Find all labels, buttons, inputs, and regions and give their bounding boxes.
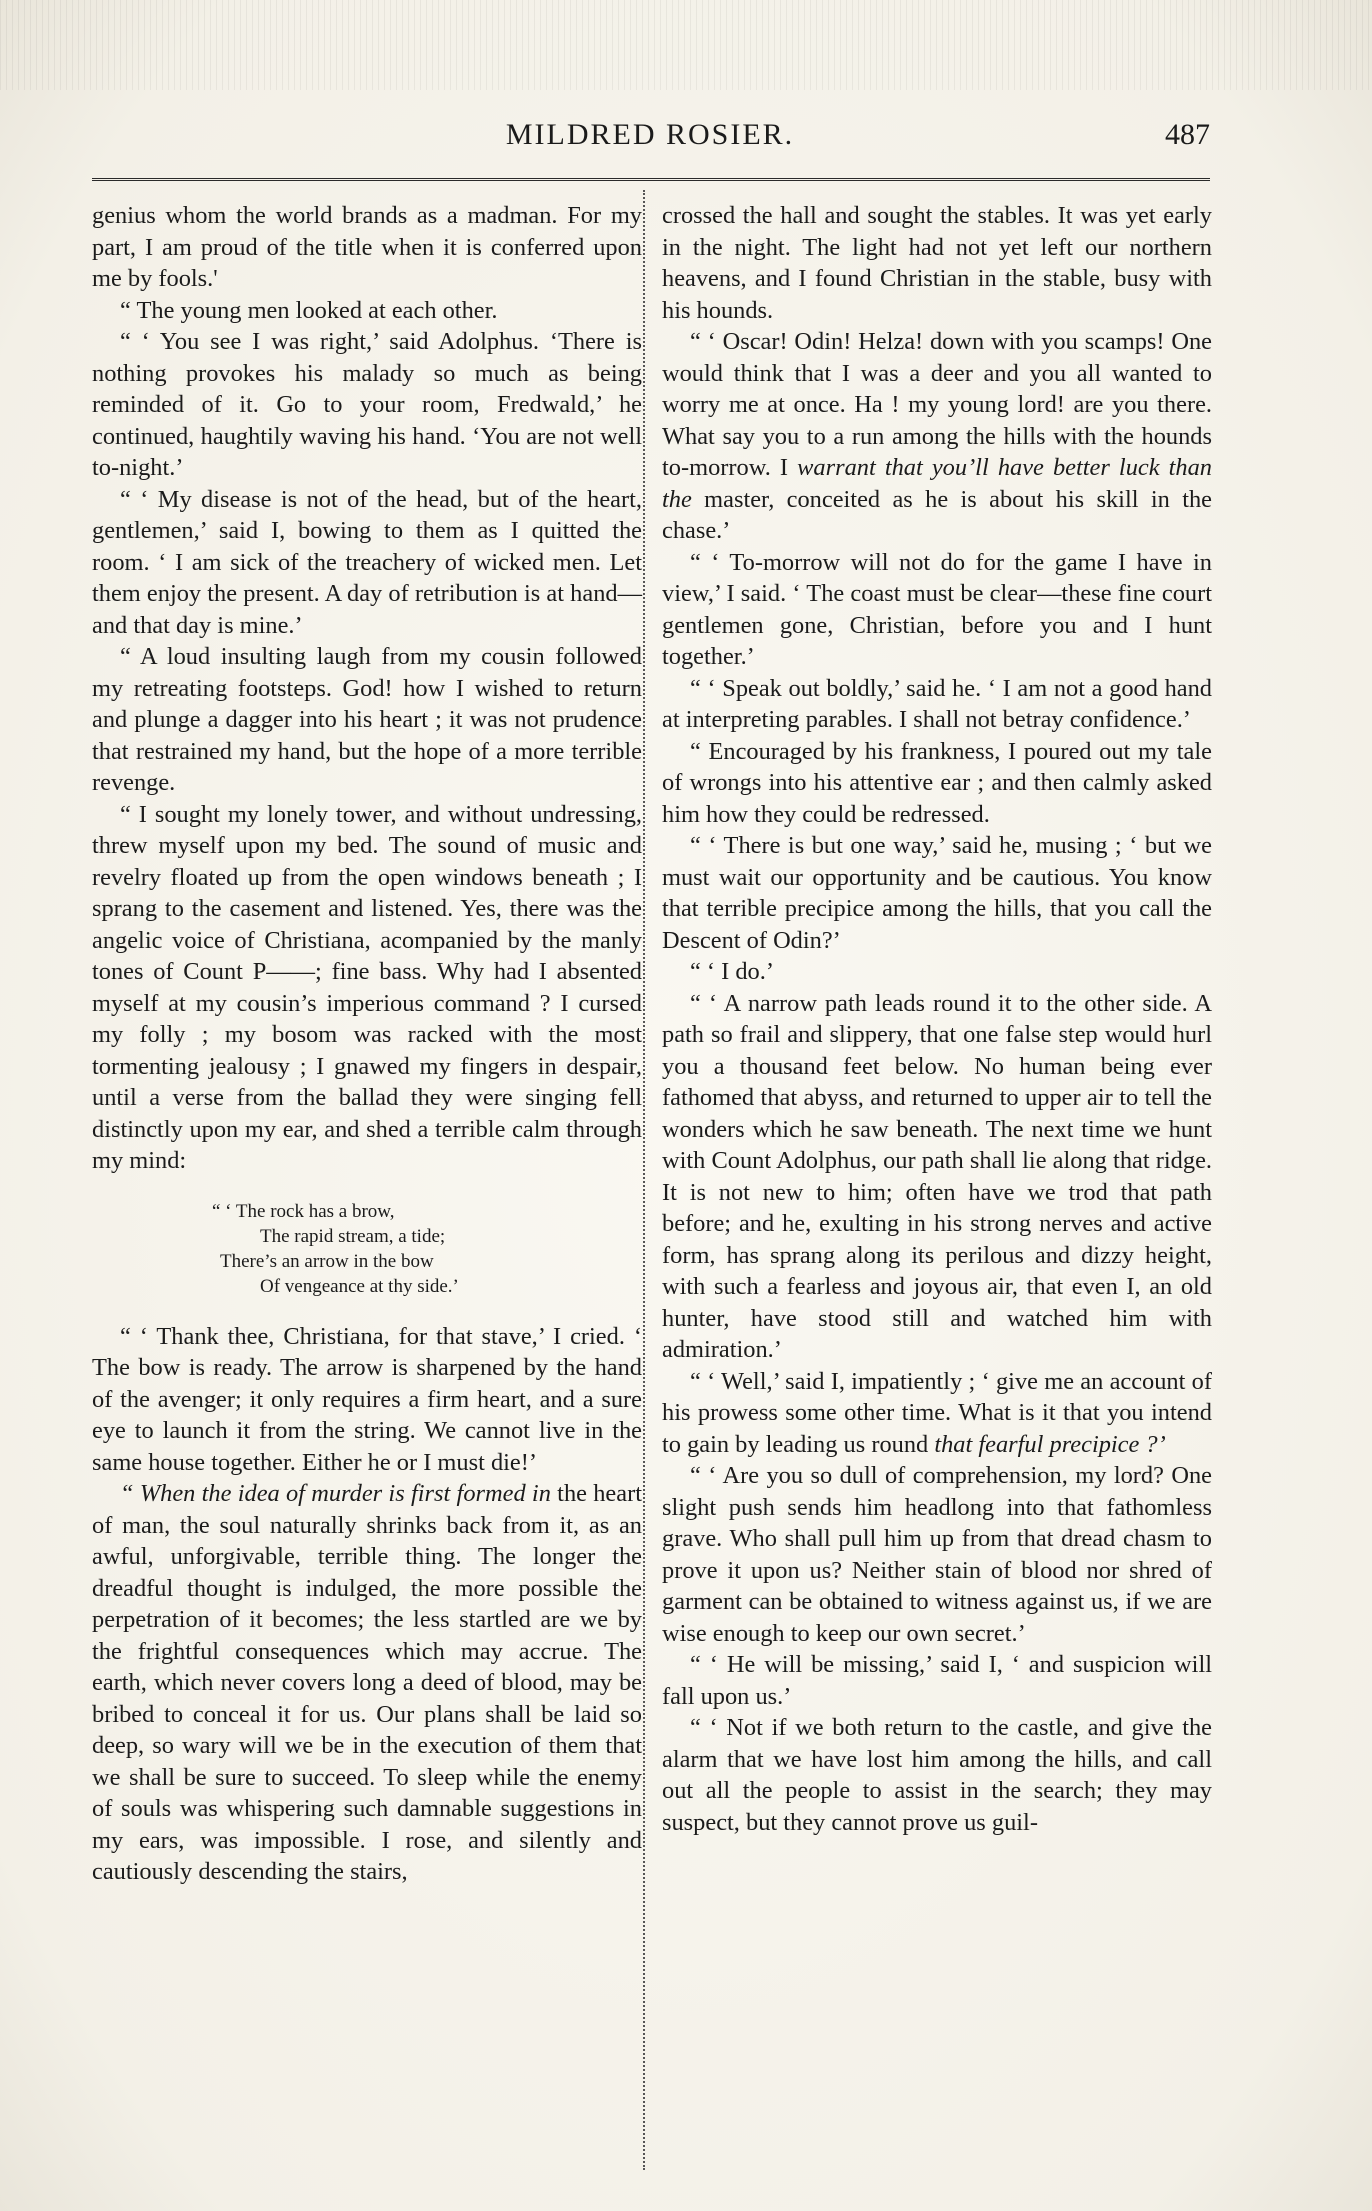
- paragraph: crossed the hall and sought the stables. It was yet early in the night. The light had not yet left our northern heavens, and I found Christian in the stable, busy with his hounds.: [662, 202, 1212, 324]
- italic-text: that fearful precipice ?’: [934, 1430, 1166, 1458]
- paragraph: “ ‘ You see I was right,’ said Adolphus. ‘There is nothing provokes his malady so much as being reminded of it. Go to your room, Fredwald,’ he continued, haughtily waving his hand. ‘You are not well to-night.’: [92, 328, 642, 481]
- verse-line: There’s an arrow in the bow: [220, 1250, 434, 1272]
- paragraph: “ ‘ Not if we both return to the castle, and give the alarm that we have lost him among the hills, and call out all the people to assist in the search; they may suspect, but they cannot prove us guil-: [662, 1714, 1212, 1836]
- verse-line: “ ‘ The rock has a brow,: [212, 1200, 395, 1222]
- paragraph: “ ‘ Are you so dull of comprehension, my lord? One slight push sends him headlong into that fathomless grave. Who shall pull him up from that dread chasm to prove it upon us? Neither stain of blood nor shred of garment can be obtained to witness against us, if we are wise enough to keep our own secret.’: [662, 1462, 1212, 1647]
- right-column: [662, 200, 1212, 1838]
- paragraph: “ ‘ To-morrow will not do for the game I have in view,’ I said. ‘ The coast must be clear—these fine court gentlemen gone, Christian, before you and I hunt together.’: [662, 548, 1212, 670]
- paragraph: [662, 1366, 1212, 1461]
- italic-text: warrant that you’ll have better luck than the: [662, 454, 1212, 513]
- paragraph: “ ‘ My disease is not of the head, but of the heart, gentlemen,’ said I, bowing to them as I quitted the room. ‘ I am sick of the treachery of wicked men. Let them enjoy the present. A day of retribution is at hand—and that day is mine.’: [92, 485, 642, 639]
- page-number: 487: [1165, 118, 1210, 151]
- paragraph-text: the heart of man, the soul naturally shrinks back from it, as an awful, unforgivable, terrible thing. The longer the dreadful thought is indulged, the more possible the perpetration of it becomes; the less startled are we by the frightful consequences which may accrue. The earth, which never covers long a deed of blood, may be bribed to conceal it for us. Our plans shall be laid so deep, so wary will we be in the execution of them that we shall be sure to succeed. To sleep while the enemy of souls was whispering such damnable suggestions in my ears, was impossible. I rose, and silently and cautiously descending the stairs,: [92, 1480, 642, 1885]
- paragraph: “ ‘ I do.’: [690, 958, 774, 985]
- paragraph: genius whom the world brands as a madman. For my part, I am proud of the title when it is conferred upon me by fools.': [92, 202, 642, 292]
- header-rule: [92, 178, 1210, 181]
- italic-text: “ When the idea of murder is first formed in: [120, 1480, 551, 1507]
- paragraph: [662, 326, 1212, 547]
- paragraph-text: “ ‘ Well,’ said I, impatiently ; ‘ give me an account of his prowess some other time. What is it that you intend to gain by leading us round: [662, 1367, 1212, 1458]
- verse-line: The rapid stream, a tide;: [260, 1225, 446, 1247]
- paragraph: “ The young men looked at each other.: [120, 296, 498, 324]
- ballad-verse: [92, 1199, 642, 1299]
- paragraph-text: “ ‘ Oscar! Odin! Helza! down with you scamps! One would think that I was a deer and you all wanted to worry me at once. Ha ! my young lord! are you there. What say you to a run among the hills with the hounds to-morrow. I: [662, 328, 1212, 481]
- paragraph: “ ‘ A narrow path leads round it to the other side. A path so frail and slippery, that one false step would hurl you a thousand feet below. No human being ever fathomed that abyss, and returned to upper air to tell the wonders which he saw beneath. The next time we hunt with Count Adolphus, our path shall lie along that ridge. It is not new to him; often have we trod that path before; and he, exulting in his strong nerves and active form, has sprang along its perilous and dizzy height, with such a fearless and joyous air, that even I, an old hunter, have stood still and watched him with admiration.’: [662, 989, 1212, 1363]
- page-edge-noise: [0, 0, 1372, 90]
- paragraph: “ I sought my lonely tower, and without undressing, threw myself upon my bed. The sound of music and revelry floated up from the open windows beneath ; I sprang to the casement and listened. Yes, there was the angelic voice of Christiana, acompanied by the manly tones of Count P——; fine bass. Why had I absented myself at my cousin’s imperious command ? I cursed my folly ; my bosom was racked with the most tormenting jealousy ; I gnawed my fingers in despair, until a verse from the ballad they were singing fell distinctly upon my ear, and shed a terrible calm through my mind:: [92, 800, 642, 1174]
- paragraph: “ A loud insulting laugh from my cousin followed my retreating footsteps. God! how I wished to return and plunge a dagger into his heart ; it was not prudence that restrained my hand, but the hope of a more terrible revenge.: [92, 643, 642, 796]
- verse-line: Of vengeance at thy side.’: [260, 1275, 459, 1297]
- paragraph-text: master, conceited as he is about his skill in the chase.’: [662, 485, 1212, 544]
- paragraph: “ ‘ Thank thee, Christiana, for that stave,’ I cried. ‘ The bow is ready. The arrow is sharpened by the hand of the avenger; it only requires a firm heart, and a sure eye to launch it from the string. We cannot live in the same house together. Either he or I must die!’: [92, 1322, 642, 1476]
- paragraph: “ ‘ There is but one way,’ said he, musing ; ‘ but we must wait our opportunity and be cautious. You know that terrible precipice among the hills, that you call the Descent of Odin?’: [662, 832, 1212, 954]
- running-title: MILDRED ROSIER.: [505, 118, 795, 151]
- paragraph: “ ‘ Speak out boldly,’ said he. ‘ I am not a good hand at interpreting parables. I shall not betray confidence.’: [662, 674, 1212, 733]
- page-header: [90, 118, 1210, 158]
- paragraph: [92, 1478, 642, 1888]
- left-column: [92, 200, 642, 1888]
- column-divider: [643, 190, 645, 2170]
- paragraph: “ ‘ He will be missing,’ said I, ‘ and suspicion will fall upon us.’: [662, 1651, 1212, 1710]
- paragraph: “ Encouraged by his frankness, I poured out my tale of wrongs into his attentive ear ; and then calmly asked him how they could be redressed.: [662, 737, 1212, 828]
